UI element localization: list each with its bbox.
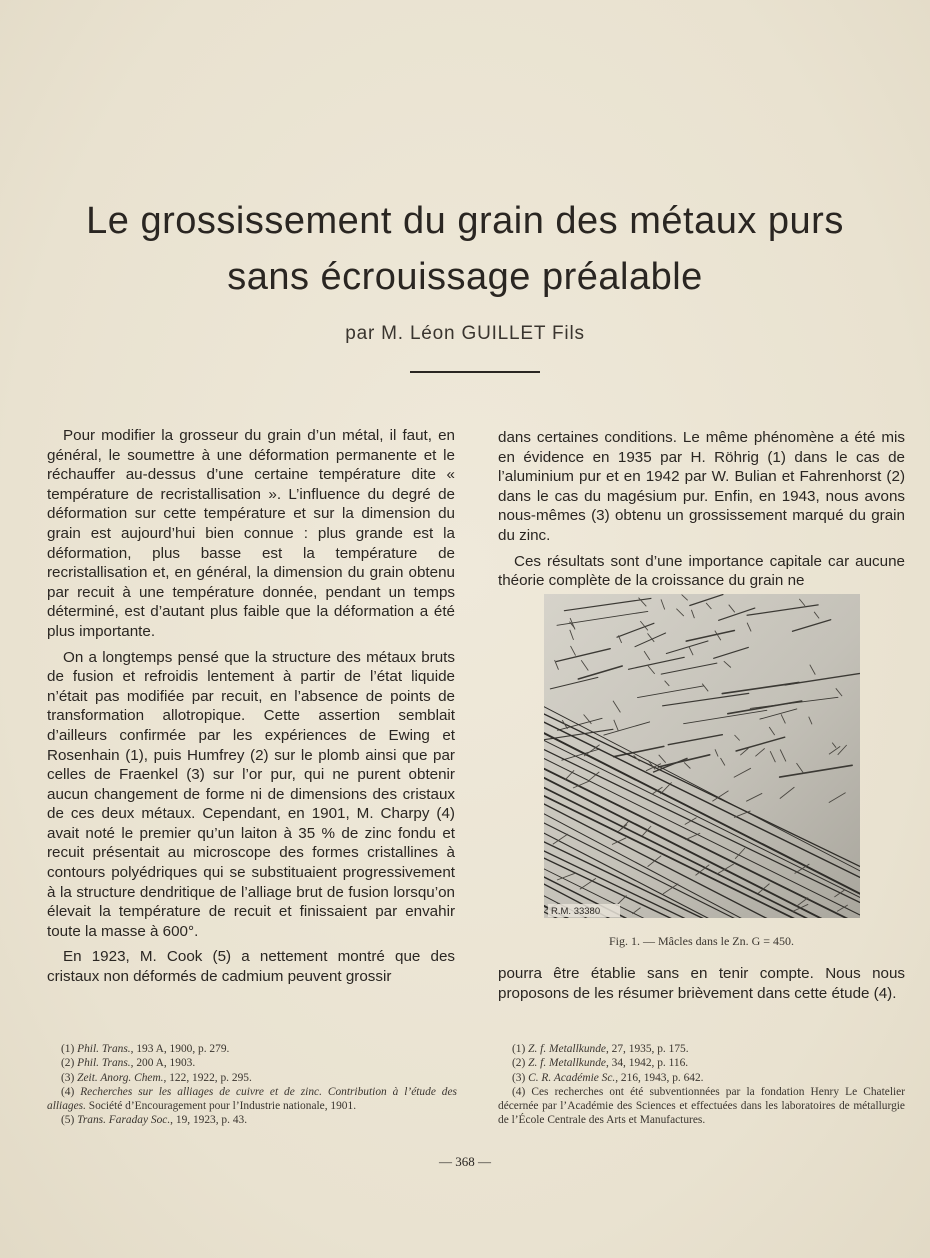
footnote-number: (2)	[512, 1057, 529, 1070]
paragraph: Ces résultats sont d’une importance capitale car aucune théorie complète de la croissance du grain ne	[498, 552, 905, 590]
footnote-details: , 200 A, 1903.	[130, 1057, 196, 1070]
footnote-reference: Z. f. Metallkunde	[528, 1043, 606, 1055]
micrograph-image	[544, 594, 860, 918]
footnote-details: , 34, 1942, p. 116.	[605, 1057, 689, 1070]
footnotes-right	[498, 1042, 905, 1128]
paragraph: En 1923, M. Cook (5) a nettement montré que des cristaux non déformés de cadmium peuvent grossir	[47, 948, 455, 986]
footnote-details: Ces recherches ont été subventionnées par la fondation Henry Le Chatelier décernée par l’Académie des Sciences et effectuées dans les laboratoires de métallurgie de l’École Centrale des Arts et Manufactures.	[498, 1085, 905, 1127]
page-number: — 368 —	[439, 1154, 491, 1169]
footnote-reference: Zeit. Anorg. Chem.	[77, 1071, 164, 1084]
footnote-number: (2)	[61, 1057, 78, 1070]
footnote	[498, 1071, 905, 1085]
title-line-2: sans écrouissage préalable	[227, 256, 703, 298]
micrograph-label: R.M. 33380	[551, 906, 601, 917]
footnote-reference: Recherches sur les alliages de cuivre et de zinc. Contribution à l’étude des alliages.	[47, 1085, 457, 1113]
footnotes-left	[47, 1042, 457, 1128]
paragraph: pourra être établie sans en tenir compte. Nous nous proposons de les résumer brièvement dans cette étude (4).	[498, 965, 905, 1002]
title-line-1: Le grossissement du grain des métaux purs	[86, 200, 844, 242]
paragraph: Pour modifier la grosseur du grain d’un métal, il faut, en général, le soumettre à une déformation permanente et le réchauffer au-dessus d’une certaine température dite « température de recristallisation ». L’influence du degré de déformation sur cette température et sur la dimension du grain est aujourd’hui bien connue : plus grande est la déformation, plus basse est la température de recristallisation et, en général, la dimension du grain obtenu par recuit à une température donnée, pendant un temps déterminé, est d’autant plus faible que la déformation a été plus importante.	[47, 427, 455, 640]
footnote-number: (1)	[61, 1043, 78, 1055]
footnote-number: (5)	[61, 1114, 78, 1127]
footnote	[47, 1071, 457, 1085]
footnote	[498, 1042, 905, 1056]
article-title	[40, 193, 890, 305]
footnote-details: , 122, 1922, p. 295.	[163, 1071, 252, 1084]
author-byline: par M. Léon GUILLET Fils	[345, 323, 585, 344]
left-column	[47, 426, 455, 993]
footnote-reference: Phil. Trans.	[77, 1043, 131, 1055]
footnote-number: (4)	[61, 1085, 81, 1098]
footnote-reference: C. R. Académie Sc.	[528, 1071, 616, 1084]
footnote-number: (4)	[512, 1085, 532, 1098]
footnote	[498, 1056, 905, 1070]
footnote-number: (3)	[61, 1071, 78, 1084]
footnote-reference: Z. f. Metallkunde	[528, 1057, 606, 1070]
footnote	[47, 1056, 457, 1070]
figure-caption: Fig. 1. — Mâcles dans le Zn. G = 450.	[608, 934, 795, 948]
footnote	[47, 1085, 457, 1114]
footnote-reference: Phil. Trans.	[77, 1057, 131, 1070]
paragraph: On a longtemps pensé que la structure des métaux bruts de fusion et refroidis lentement à partir de l’état liquide n’était pas modifiée par recuit, en l’absence de points de transformation allotropique. Cette assertion semblait d’ailleurs confirmée par les expériences de Ewing et Rosenhain (1), puis Humfrey (2) sur le plomb ainsi que par celles de Fraenkel (3) sur l’or pur, qui ne purent obtenir aucun changement de forme ni de dimensions des cristaux de ces deux métaux. Cependant, en 1901, M. Charpy (4) avait noté le premier qu’un laiton à 35 % de zinc fondu et recuit présentait au microscope des formes cristallines à contours polyédriques qui se substituaient progressivement à la structure dendritique de l’alliage brut de fusion lorsqu’on élevait la température de recuit et finissaient par envahir toute la masse à 600°.	[47, 648, 455, 940]
title-divider	[410, 371, 540, 373]
footnote-details: , 216, 1943, p. 642.	[615, 1071, 704, 1084]
footnote	[47, 1042, 457, 1056]
footnote-details: , 19, 1923, p. 43.	[170, 1114, 248, 1127]
footnote-details: , 27, 1935, p. 175.	[605, 1043, 689, 1055]
right-column-top	[498, 428, 905, 597]
paragraph: dans certaines conditions. Le même phénomène a été mis en évidence en 1935 par H. Röhrig (1) dans le cas de l’aluminium pur et en 1942 par W. Bulian et Fahrenhorst (2) dans le cas du magésium pur. Enfin, en 1943, nous avons nous-mêmes (3) obtenu un grossissement marqué du grain du zinc.	[498, 429, 905, 544]
footnote	[47, 1113, 457, 1127]
footnote	[498, 1085, 905, 1128]
footnote-number: (1)	[512, 1043, 529, 1055]
footnote-number: (3)	[512, 1071, 529, 1084]
micrograph-figure	[544, 594, 860, 918]
footnote-details: , 193 A, 1900, p. 279.	[130, 1043, 230, 1055]
footnote-details: Société d’Encouragement pour l’Industrie nationale, 1901.	[85, 1100, 357, 1113]
right-column-bottom	[498, 964, 905, 1009]
footnote-reference: Trans. Faraday Soc.	[77, 1114, 171, 1127]
